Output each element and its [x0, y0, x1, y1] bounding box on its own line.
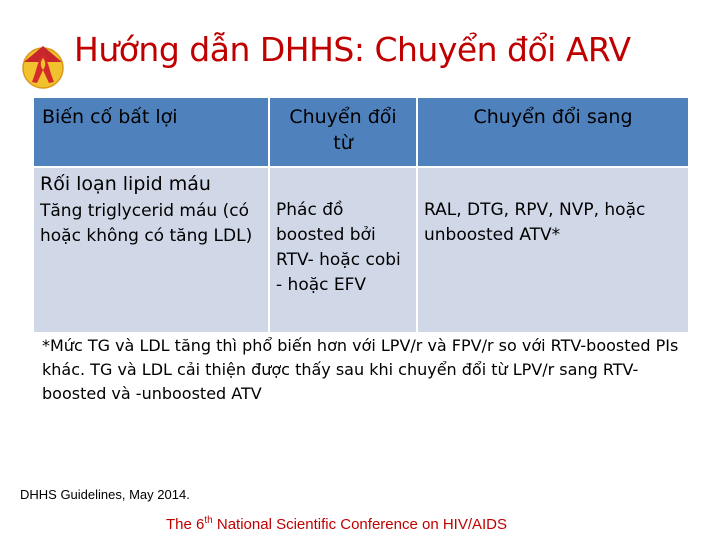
- conference-prefix: The 6: [166, 516, 205, 533]
- adverse-event-detail: Tăng triglycerid máu (có hoặc không có tăng LDL): [40, 201, 253, 246]
- switch-to-cell: RAL, DTG, RPV, NVP, hoặc unboosted ATV*: [417, 167, 689, 333]
- column-header-adverse-event: Biến cố bất lợi: [33, 97, 269, 167]
- footnote: *Mức TG và LDL tăng thì phổ biến hơn với LPV/r và FPV/r so với RTV-boosted PIs khác. TG và LDL cải thiện được thấy sau khi chuyển đổi từ LPV/r sang RTV-boosted và -unboosted ATV: [42, 336, 679, 403]
- column-header-switch-from: Chuyển đổi từ: [269, 97, 417, 167]
- reference: DHHS Guidelines, May 2014.: [20, 487, 190, 502]
- conference-ordinal: th: [204, 515, 213, 526]
- red-ribbon-hat-logo-icon: [18, 40, 68, 90]
- column-header-switch-to: Chuyển đổi sang: [417, 97, 689, 167]
- table-row: [33, 167, 689, 333]
- conference-footer: [166, 515, 507, 533]
- adverse-event-cell: [33, 167, 269, 333]
- page-title: Hướng dẫn DHHS: Chuyển đổi ARV: [74, 30, 631, 69]
- conference-name: National Scientific Conference on HIV/AIDS: [212, 516, 508, 533]
- switch-from-cell: Phác đồ boosted bởi RTV- hoặc cobi - hoặc EFV: [269, 167, 417, 333]
- arv-switch-table: [32, 96, 690, 334]
- adverse-event-title: Rối loạn lipid máu: [40, 173, 211, 195]
- table-header-row: [33, 97, 689, 167]
